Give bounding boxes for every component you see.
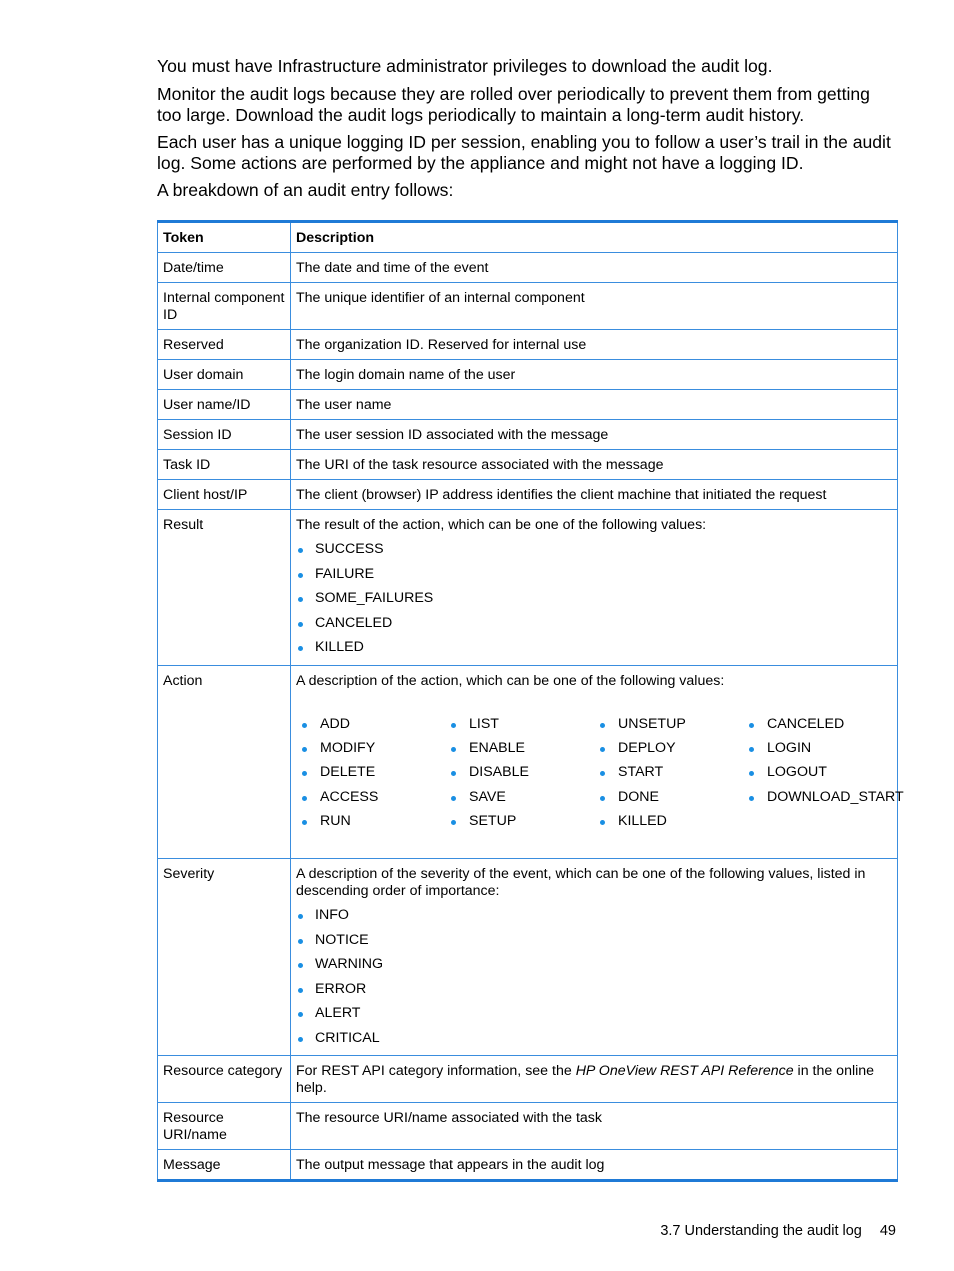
list-item	[296, 952, 893, 977]
bullet-icon	[298, 573, 303, 578]
list-item	[296, 611, 893, 636]
audit-entry-table	[157, 220, 904, 1182]
table-row	[158, 480, 898, 510]
list-item-label: DONE	[618, 788, 659, 805]
description-cell: The login domain name of the user	[291, 360, 898, 390]
action-values-column	[296, 712, 445, 834]
list-item	[598, 809, 743, 833]
description-cell: The output message that appears in the audit log	[291, 1150, 898, 1181]
token-cell: Severity	[158, 859, 291, 1056]
list-item-label: DELETE	[320, 764, 376, 781]
bullet-icon	[451, 796, 456, 801]
result-description: The result of the action, which can be one of the following values:	[296, 517, 707, 533]
bullet-icon	[298, 646, 303, 651]
list-item	[598, 760, 743, 784]
list-item-label: NOTICE	[315, 931, 369, 948]
list-item	[747, 785, 904, 809]
list-item	[747, 712, 893, 736]
list-item-label: CRITICAL	[315, 1029, 380, 1046]
action-values-column	[594, 712, 743, 834]
list-item-label: ADD	[320, 715, 350, 732]
list-item	[449, 809, 594, 833]
list-item-label: KILLED	[618, 813, 667, 830]
table-row	[158, 253, 898, 283]
list-item-label: CANCELED	[767, 715, 845, 732]
list-item-label: DISABLE	[469, 764, 529, 781]
list-item	[296, 977, 893, 1002]
list-item-label: ERROR	[315, 980, 367, 997]
table-row	[158, 1103, 898, 1150]
footer-section-title: 3.7 Understanding the audit log	[660, 1223, 862, 1239]
description-cell: The date and time of the event	[291, 253, 898, 283]
description-cell: The user name	[291, 390, 898, 420]
table-row	[158, 1056, 898, 1103]
list-item-label: FAILURE	[315, 565, 375, 582]
token-cell: Resource category	[158, 1056, 291, 1103]
list-item	[296, 635, 893, 660]
description-cell	[291, 665, 904, 859]
page-footer	[660, 1222, 896, 1240]
bullet-icon	[298, 622, 303, 627]
bullet-icon	[749, 723, 754, 728]
description-cell: The user session ID associated with the message	[291, 420, 898, 450]
bullet-icon	[749, 771, 754, 776]
bullet-icon	[298, 914, 303, 919]
list-item	[300, 809, 445, 833]
bullet-icon	[749, 747, 754, 752]
list-item	[300, 785, 445, 809]
bullet-icon	[451, 820, 456, 825]
bullet-icon	[302, 796, 307, 801]
bullet-icon	[298, 1037, 303, 1042]
bullet-icon	[451, 723, 456, 728]
list-item-label: KILLED	[315, 639, 364, 655]
list-item-label: SOME_FAILURES	[315, 590, 434, 606]
table-row	[158, 360, 898, 390]
token-cell: Reserved	[158, 330, 291, 360]
list-item	[449, 785, 594, 809]
list-item	[598, 785, 743, 809]
list-item-label: ALERT	[315, 1005, 361, 1022]
list-item-label: WARNING	[315, 956, 384, 973]
list-item-label: DOWNLOAD_START	[767, 788, 904, 805]
bullet-icon	[749, 796, 754, 801]
list-item	[296, 537, 893, 562]
list-item-label: SETUP	[469, 813, 517, 830]
bullet-icon	[600, 820, 605, 825]
description-cell	[291, 510, 898, 666]
list-item-label: MODIFY	[320, 739, 376, 756]
list-item-label: LOGIN	[767, 739, 812, 756]
list-item-label: SAVE	[469, 788, 506, 805]
table-row	[158, 283, 898, 330]
list-item	[449, 760, 594, 784]
desc-text: For REST API category information, see the	[296, 1063, 576, 1080]
list-item	[300, 760, 445, 784]
table-row	[158, 510, 898, 666]
action-description: A description of the action, which can be one of the following values:	[296, 672, 725, 689]
action-values-column	[743, 712, 904, 834]
bullet-icon	[298, 988, 303, 993]
list-item	[747, 736, 893, 760]
token-cell: Resource URI/name	[158, 1103, 291, 1150]
severity-values-list	[296, 903, 893, 1050]
description-cell	[291, 1056, 898, 1103]
table-row	[158, 859, 898, 1056]
token-cell: User name/ID	[158, 390, 291, 420]
list-item-label: UNSETUP	[618, 715, 686, 732]
token-cell: Task ID	[158, 450, 291, 480]
list-item	[296, 903, 893, 928]
list-item-label: ENABLE	[469, 739, 525, 756]
token-cell: Result	[158, 510, 291, 666]
token-cell: Message	[158, 1150, 291, 1181]
intro-paragraph-logging-id: Each user has a unique logging ID per session, enabling you to follow a user’s trail in the audit log. Some actions are performed by the appliance and might not have a logging ID.	[157, 132, 891, 173]
table-row	[158, 665, 898, 859]
column-header-description: Description	[291, 222, 898, 253]
list-item	[449, 736, 594, 760]
list-item-label: ACCESS	[320, 788, 379, 805]
action-values-column	[445, 712, 594, 834]
list-item	[296, 562, 893, 587]
list-item	[296, 1001, 893, 1026]
token-cell: Session ID	[158, 420, 291, 450]
action-values-grid	[296, 712, 904, 834]
list-item-label: SUCCESS	[315, 541, 384, 557]
list-item-label: INFO	[315, 907, 349, 924]
list-item-label: DEPLOY	[618, 739, 676, 756]
list-item	[296, 1026, 893, 1051]
intro-paragraph-breakdown: A breakdown of an audit entry follows:	[157, 180, 454, 200]
list-item-label: LOGOUT	[767, 764, 827, 781]
bullet-icon	[298, 597, 303, 602]
token-cell: Internal component ID	[158, 283, 291, 330]
bullet-icon	[600, 796, 605, 801]
list-item	[598, 736, 743, 760]
table-header-row	[158, 222, 898, 253]
column-header-token: Token	[158, 222, 291, 253]
list-item-label: START	[618, 764, 664, 781]
token-cell: Client host/IP	[158, 480, 291, 510]
list-item-label: CANCELED	[315, 614, 393, 631]
bullet-icon	[298, 939, 303, 944]
description-cell: The unique identifier of an internal component	[291, 283, 898, 330]
list-item	[300, 712, 445, 736]
description-cell: The resource URI/name associated with the task	[291, 1103, 898, 1150]
bullet-icon	[451, 747, 456, 752]
token-cell: Action	[158, 665, 291, 859]
bullet-icon	[302, 771, 307, 776]
token-cell: Date/time	[158, 253, 291, 283]
severity-description: A description of the severity of the event, which can be one of the following values, listed in descending order of importance:	[296, 866, 866, 900]
bullet-icon	[298, 1012, 303, 1017]
list-item	[300, 736, 445, 760]
list-item	[296, 586, 893, 611]
desc-text: in the online help.	[296, 1063, 875, 1097]
description-cell: The URI of the task resource associated with the message	[291, 450, 898, 480]
bullet-icon	[451, 771, 456, 776]
table-row	[158, 330, 898, 360]
list-item	[296, 928, 893, 953]
list-item-label: RUN	[320, 813, 351, 830]
bullet-icon	[600, 771, 605, 776]
description-cell: The client (browser) IP address identifies the client machine that initiated the request	[291, 480, 898, 510]
page-number: 49	[879, 1223, 896, 1239]
list-item	[598, 712, 743, 736]
table-row	[158, 390, 898, 420]
list-item	[747, 760, 893, 784]
table-row	[158, 450, 898, 480]
table-row	[158, 1150, 898, 1181]
result-values-list	[296, 537, 893, 660]
bullet-icon	[600, 723, 605, 728]
list-item	[449, 712, 594, 736]
table-row	[158, 420, 898, 450]
bullet-icon	[302, 747, 307, 752]
bullet-icon	[600, 747, 605, 752]
bullet-icon	[298, 963, 303, 968]
bullet-icon	[298, 548, 303, 553]
intro-paragraph-monitor: Monitor the audit logs because they are rolled over periodically to prevent them from getting too large. Download the audit logs periodically to maintain a long-term audit history.	[157, 84, 870, 125]
token-cell: User domain	[158, 360, 291, 390]
list-item-label: LIST	[469, 715, 499, 732]
description-cell	[291, 859, 898, 1056]
intro-paragraph-privileges: You must have Infrastructure administrator privileges to download the audit log.	[157, 56, 773, 76]
bullet-icon	[302, 723, 307, 728]
description-cell: The organization ID. Reserved for internal use	[291, 330, 898, 360]
bullet-icon	[302, 820, 307, 825]
reference-title: HP OneView REST API Reference	[575, 1063, 794, 1080]
